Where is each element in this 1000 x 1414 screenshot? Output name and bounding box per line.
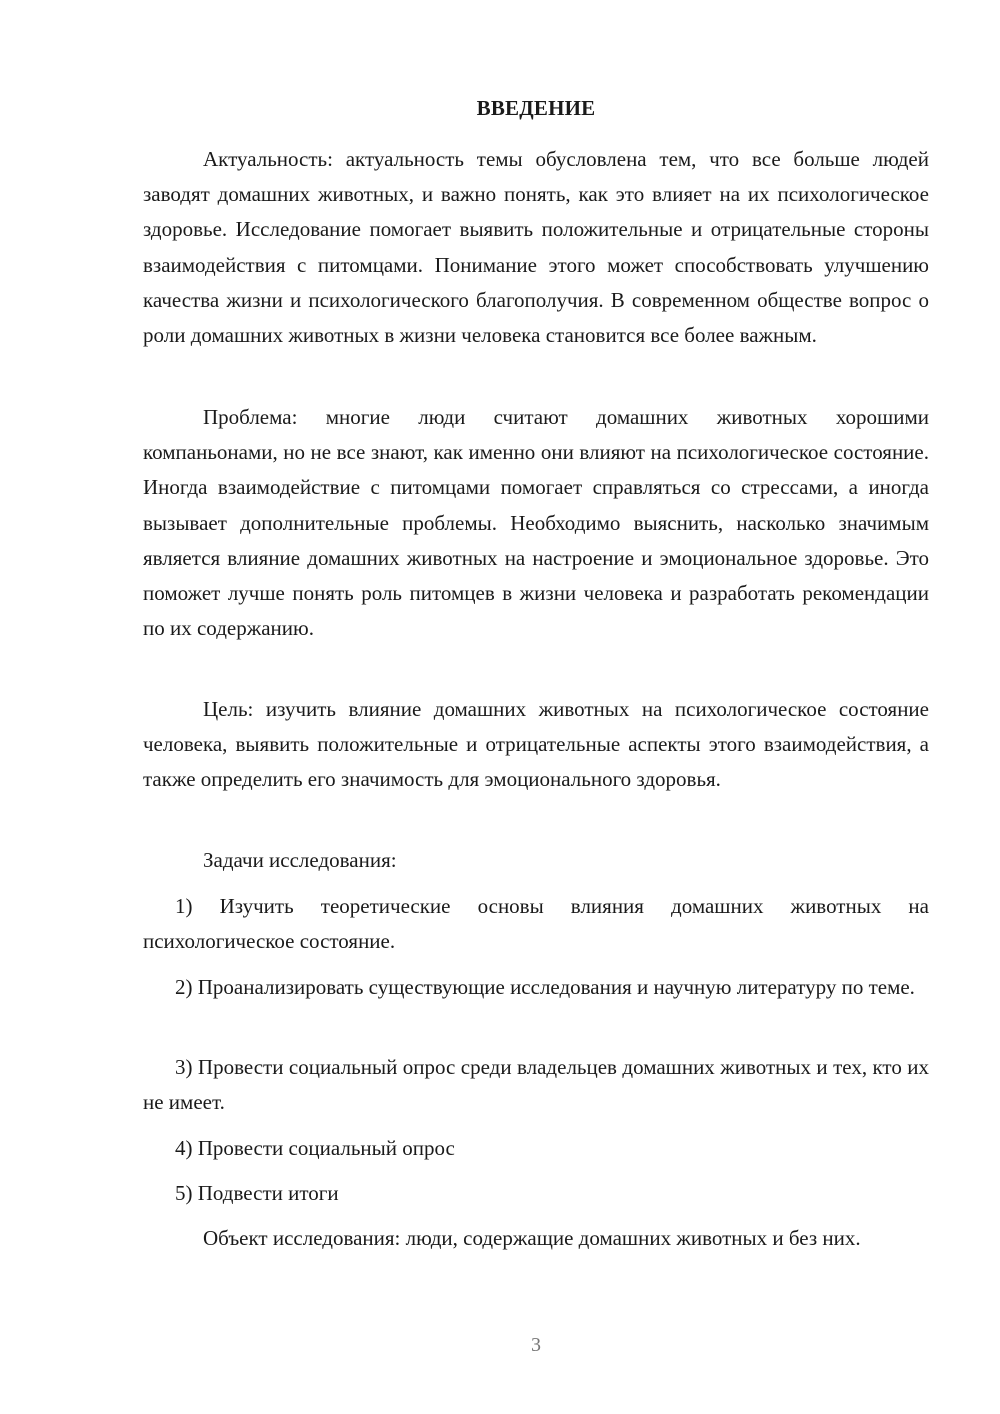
goal-paragraph: Цель: изучить влияние домашних животных на психологическое состояние человека, выявить положительные и отрицательные аспекты этого взаимодействия, а также определить его значимость для эмоционального здоровья. — [143, 697, 929, 792]
task-item-2: 2) Проанализировать существующие исследования и научную литературу по теме. — [175, 975, 915, 999]
object-paragraph: Объект исследования: люди, содержащие домашних животных и без них. — [203, 1226, 861, 1250]
tasks-heading: Задачи исследования: — [203, 848, 397, 872]
page-number: 3 — [531, 1334, 541, 1356]
problem-paragraph: Проблема: многие люди считают домашних животных хорошими компаньонами, но не все знают, как именно они влияют на психологическое состояние. Иногда взаимодействие с питомцами помогает справляться со стрессами, а иногда вызывает дополнительные проблемы. Необходимо выяснить, насколько значимым является влияние домашних животных на настроение и эмоциональное здоровье. Это поможет лучше понять роль питомцев в жизни человека и разработать рекомендации по их содержанию. — [143, 405, 929, 641]
task-item-5: 5) Подвести итоги — [175, 1181, 339, 1205]
task-item-4: 4) Провести социальный опрос — [175, 1136, 455, 1160]
task-item-3: 3) Провести социальный опрос среди владельцев домашних животных и тех, кто их не имеет. — [143, 1055, 929, 1115]
section-heading: ВВЕДЕНИЕ — [476, 96, 596, 120]
relevance-paragraph: Актуальность: актуальность темы обусловлена тем, что все больше людей заводят домашних животных, и важно понять, как это влияет на их психологическое здоровье. Исследование помогает выявить положительные и отрицательные стороны взаимодействия с питомцами. Понимание этого может способствовать улучшению качества жизни и психологического благополучия. В современном обществе вопрос о роли домашних животных в жизни человека становится все более важным. — [143, 147, 929, 348]
task-item-1: 1) Изучить теоретические основы влияния домашних животных на психологическое состояние. — [143, 894, 929, 954]
